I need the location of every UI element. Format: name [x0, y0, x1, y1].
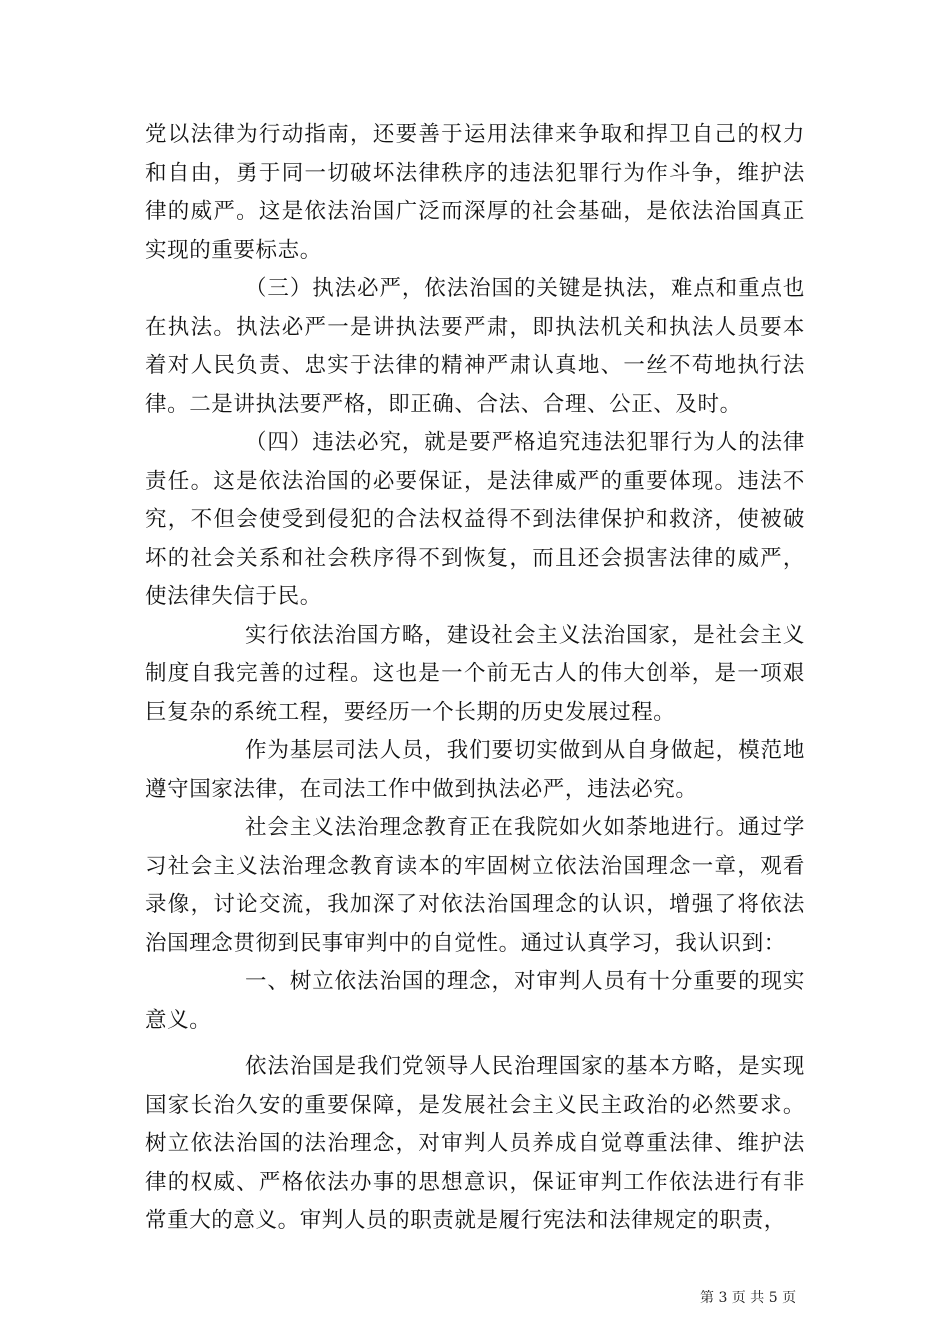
paragraph-section-heading: 一、树立依法治国的理念，对审判人员有十分重要的现实意义。 — [145, 969, 805, 1033]
paragraph-continuation: 党以法律为行动指南，还要善于运用法律来争取和捍卫自己的权力和自由，勇于同一切破坏法律秩序的违法犯罪行为作斗争，维护法律的威严。这是依法治国广泛而深厚的社会基础，是依法治国真正实现的重要标志。 — [145, 122, 805, 263]
page-indicator: 第 3 页 共 5 页 — [700, 1290, 797, 1306]
paragraph-prosecution: （四）违法必究，就是要严格追究违法犯罪行为人的法律责任。这是依法治国的必要保证，是法律威严的重要体现。违法不究，不但会使受到侵犯的合法权益得不到法律保护和救济，使被破坏的社会关系和社会秩序得不到恢复，而且还会损害法律的威严，使法律失信于民。 — [145, 430, 805, 609]
paragraph-strategy: 实行依法治国方略，建设社会主义法治国家，是社会主义制度自我完善的过程。这也是一个前无古人的伟大创举，是一项艰巨复杂的系统工程，要经历一个长期的历史发展过程。 — [145, 622, 805, 725]
paragraph-education: 社会主义法治理念教育正在我院如火如荼地进行。通过学习社会主义法治理念教育读本的牢固树立依法治国理念一章，观看录像，讨论交流，我加深了对依法治国理念的认识，增强了将依法治国理念贯彻到民事审判中的自觉性。通过认真学习，我认识到： — [145, 815, 805, 956]
paragraph-enforcement: （三）执法必严，依法治国的关键是执法，难点和重点也在执法。执法必严一是讲执法要严肃，即执法机关和执法人员要本着对人民负责、忠实于法律的精神严肃认真地、一丝不苟地执行法律。二是讲执法要严格，即正确、合法、合理、公正、及时。 — [145, 276, 805, 417]
paragraph-judicial-staff: 作为基层司法人员，我们要切实做到从自身做起，模范地遵守国家法律，在司法工作中做到执法必严，违法必究。 — [145, 738, 805, 802]
document-body — [145, 116, 805, 1241]
paragraph-rule-of-law: 依法治国是我们党领导人民治理国家的基本方略，是实现国家长治久安的重要保障，是发展社会主义民主政治的必然要求。树立依法治国的法治理念，对审判人员养成自觉尊重法律、维护法律的权威、严格依法办事的思想意识，保证审判工作依法进行有非常重大的意义。审判人员的职责就是履行宪法和法律规定的职责， — [145, 1054, 805, 1233]
